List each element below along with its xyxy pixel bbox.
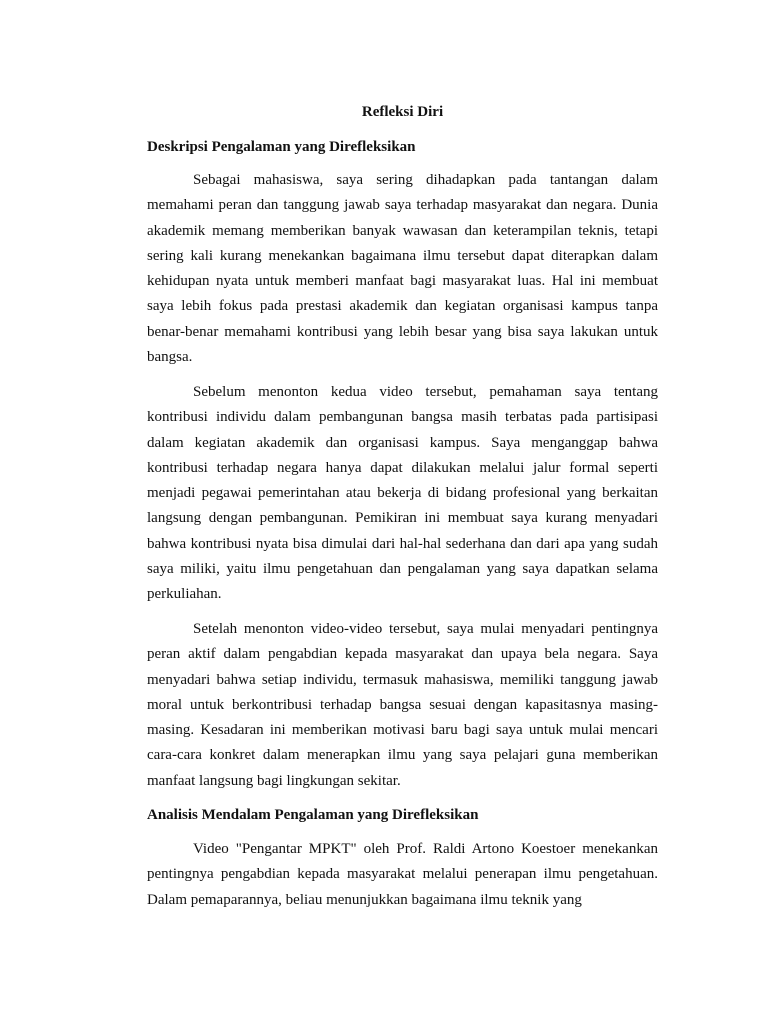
document-title: Refleksi Diri	[361, 104, 444, 120]
section-heading-analysis: Analisis Mendalam Pengalaman yang Direfleksikan	[147, 807, 479, 823]
paragraph: Setelah menonton video-video tersebut, saya mulai menyadari pentingnya peran aktif dalam pengabdian kepada masyarakat dan upaya bela negara. Saya menyadari bahwa setiap individu, termasuk mahasiswa, memiliki tanggung jawab moral untuk berkontribusi terhadap bangsa sesuai dengan kapasitasnya masing-masing. Kesadaran ini memberikan motivasi baru bagi saya untuk mulai mencari cara-cara konkret dalam menerapkan ilmu yang saya pelajari guna memberikan manfaat langsung bagi lingkungan sekitar.	[147, 621, 658, 789]
paragraph: Sebagai mahasiswa, saya sering dihadapkan pada tantangan dalam memahami peran dan tanggung jawab saya terhadap masyarakat dan negara. Dunia akademik memang memberikan banyak wawasan dan keterampilan teknis, tetapi sering kali kurang menekankan bagaimana ilmu tersebut dapat diterapkan dalam kehidupan nyata untuk memberi manfaat bagi masyarakat luas. Hal ini membuat saya lebih fokus pada prestasi akademik dan kegiatan organisasi kampus tanpa benar-benar memahami kontribusi yang lebih besar yang bisa saya lakukan untuk bangsa.	[147, 172, 658, 366]
section-heading-description: Deskripsi Pengalaman yang Direfleksikan	[147, 139, 416, 155]
paragraph: Video "Pengantar MPKT" oleh Prof. Raldi Artono Koestoer menekankan pentingnya pengabdian kepada masyarakat melalui penerapan ilmu pengetahuan. Dalam pemaparannya, beliau menunjukkan bagaimana ilmu teknik yang	[147, 841, 658, 908]
paragraph: Sebelum menonton kedua video tersebut, pemahaman saya tentang kontribusi individu dalam pembangunan bangsa masih terbatas pada partisipasi dalam kegiatan akademik dan organisasi kampus. Saya menganggap bahwa kontribusi terhadap negara hanya dapat dilakukan melalui jalur formal seperti menjadi pegawai pemerintahan atau bekerja di bidang profesional yang berkaitan langsung dengan pembangunan. Pemikiran ini membuat saya kurang menyadari bahwa kontribusi nyata bisa dimulai dari hal-hal sederhana dan dari apa yang sudah saya miliki, yaitu ilmu pengetahuan dan pengalaman yang saya dapatkan selama perkuliahan.	[147, 384, 658, 603]
